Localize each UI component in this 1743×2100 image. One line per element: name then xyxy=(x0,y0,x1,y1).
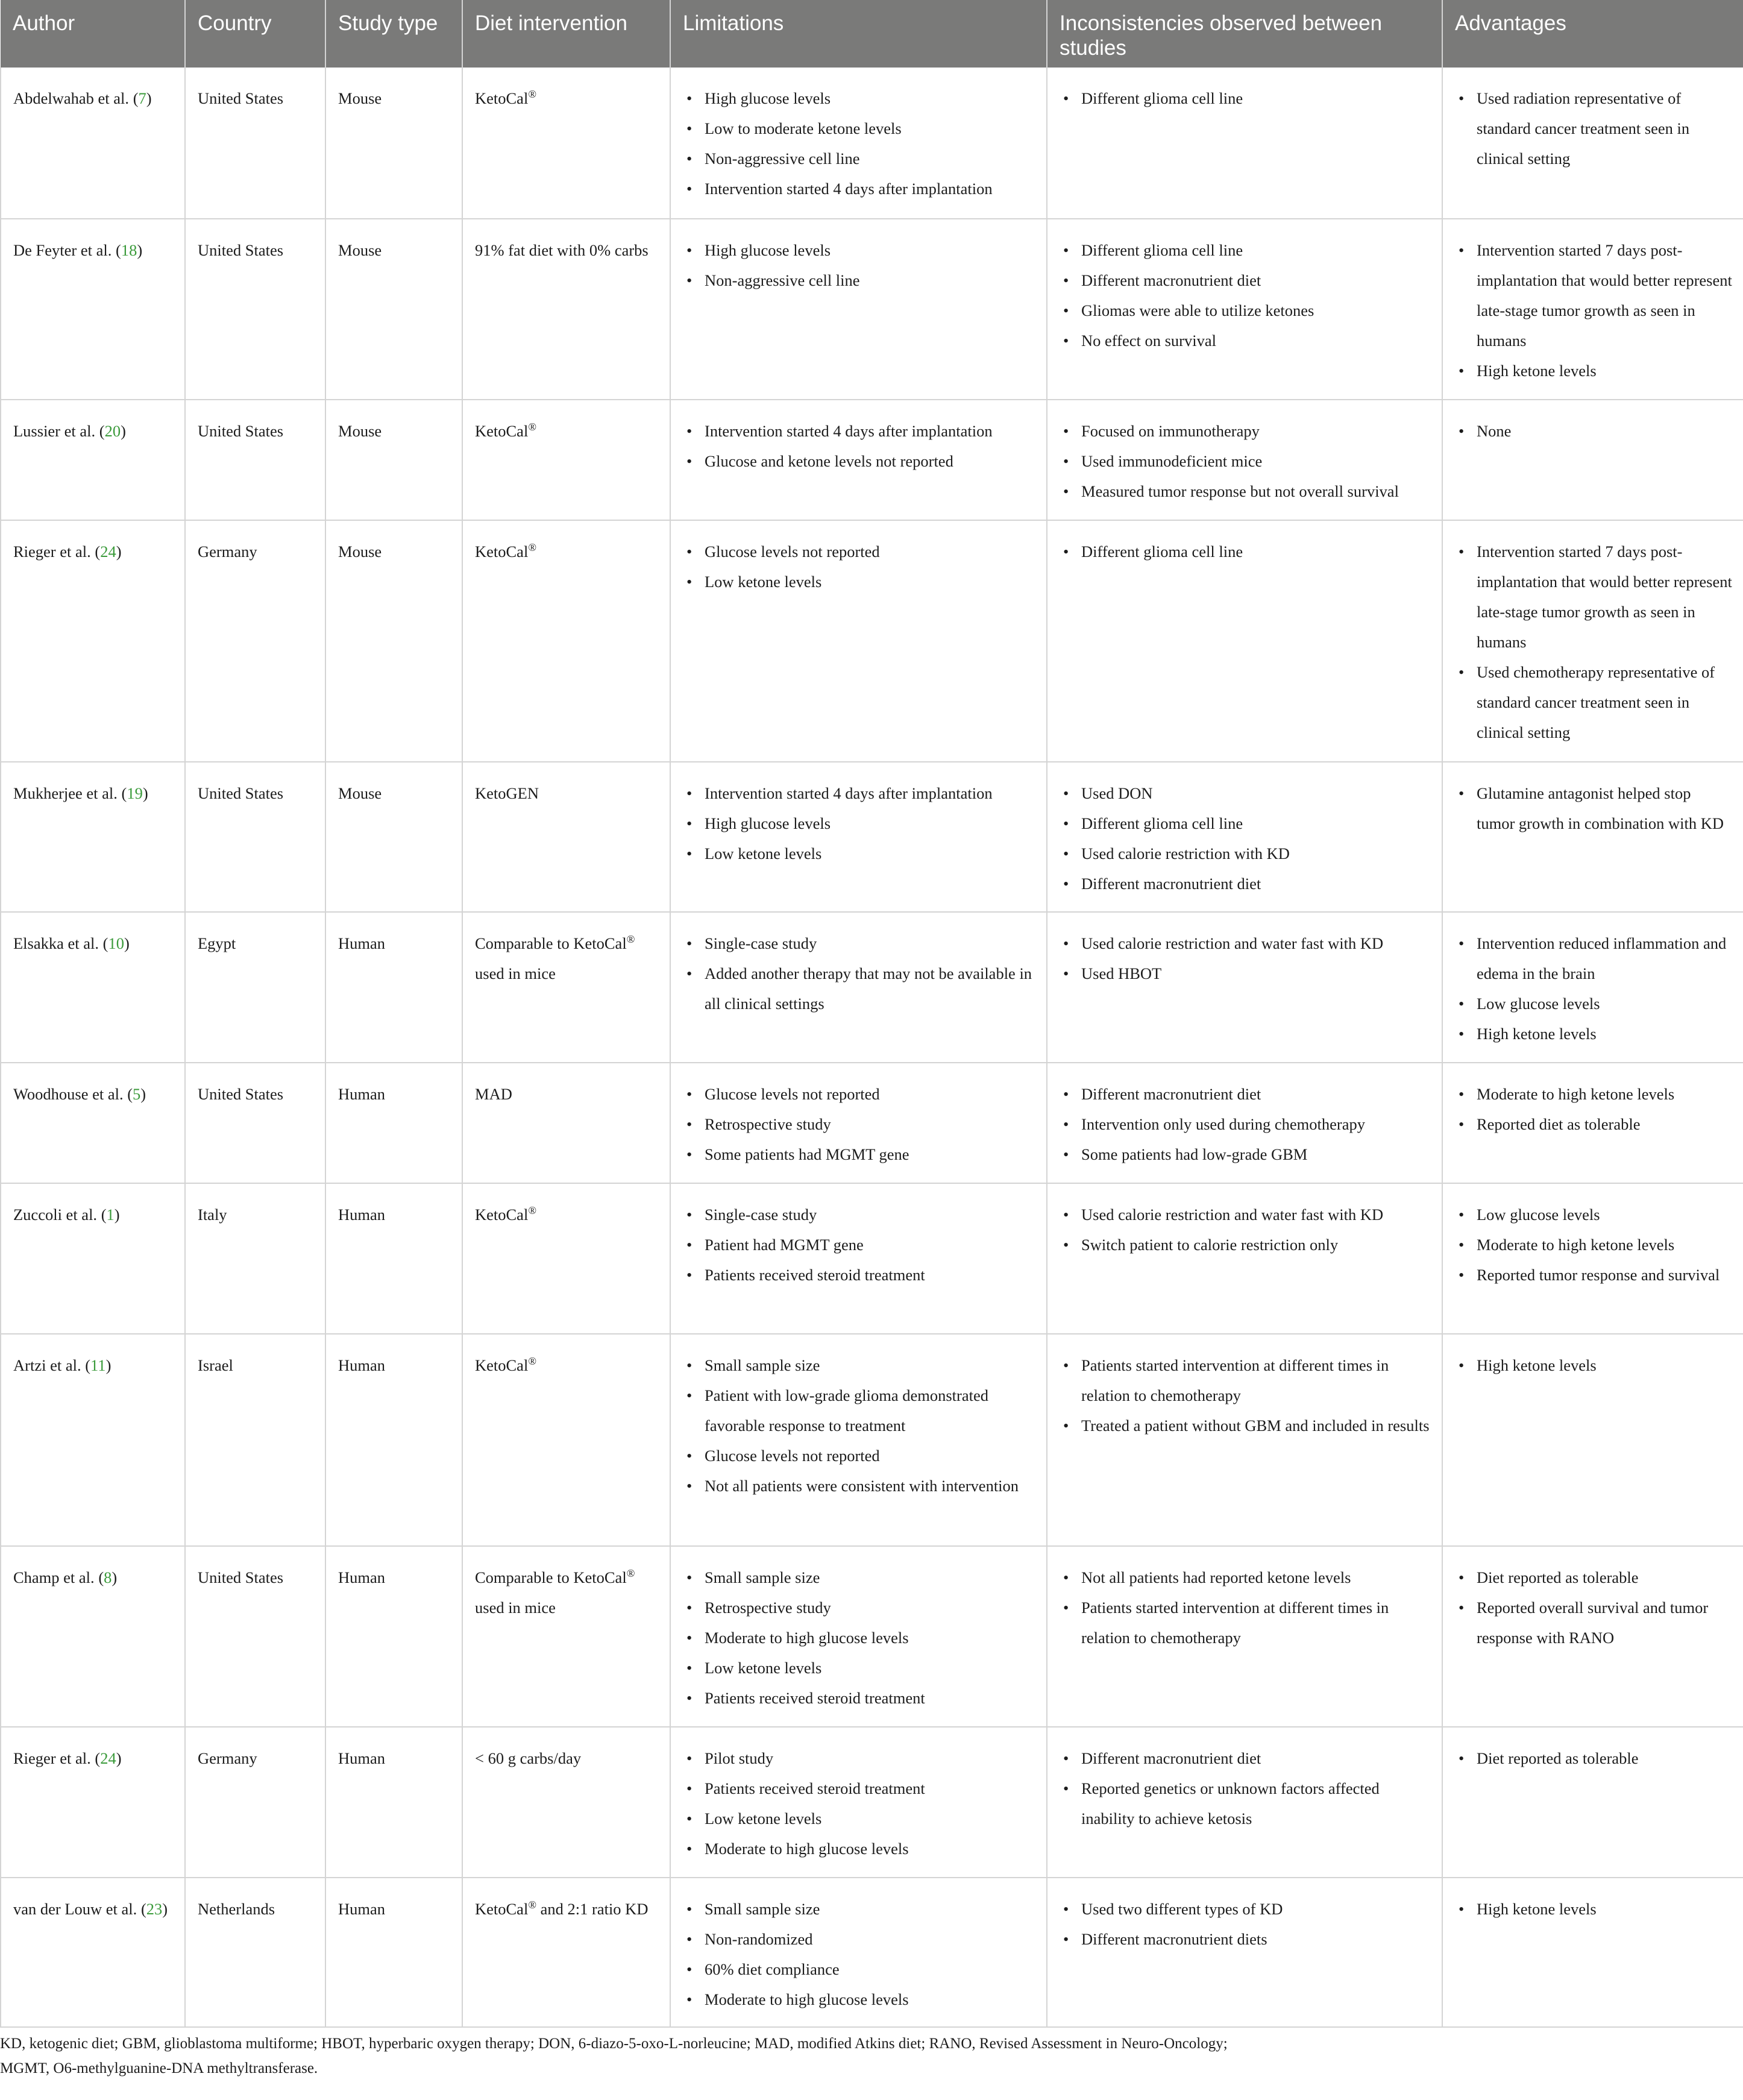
inconsistency-item: • Different glioma cell line xyxy=(1060,808,1431,838)
advantage-item: • Low glucose levels xyxy=(1455,989,1732,1019)
limitation-item: • Non-randomized xyxy=(683,1924,1035,1954)
limitation-item: • Small sample size xyxy=(683,1562,1035,1592)
advantages-cell xyxy=(1442,1063,1743,1183)
bullet-list xyxy=(683,83,1035,204)
reference-link[interactable]: 24 xyxy=(100,1749,116,1767)
inconsistencies-cell xyxy=(1047,1183,1442,1334)
author-name: De Feyter et al. xyxy=(13,241,112,259)
table-row xyxy=(1,1878,1743,2027)
bullet-list xyxy=(683,928,1035,1019)
advantages-cell xyxy=(1442,400,1743,520)
reference-link[interactable]: 18 xyxy=(121,241,137,259)
diet-intervention-cell xyxy=(462,762,670,912)
limitation-item: • Patients received steroid treatment xyxy=(683,1683,1035,1713)
diet-detail: used in mice xyxy=(475,1599,556,1617)
limitation-item: • Low to moderate ketone levels xyxy=(683,113,1035,143)
diet-intervention-cell xyxy=(462,1546,670,1727)
table-row xyxy=(1,1727,1743,1878)
limitation-item: • Non-aggressive cell line xyxy=(683,143,1035,174)
diet-name: KetoCal xyxy=(475,422,529,440)
diet-intervention-cell xyxy=(462,520,670,762)
author-cell: Rieger et al. (24) xyxy=(1,520,185,762)
advantage-item: • High ketone levels xyxy=(1455,1894,1732,1924)
limitation-item: • Non-aggressive cell line xyxy=(683,265,1035,295)
reference-link[interactable]: 19 xyxy=(127,784,143,802)
author-cell: Mukherjee et al. (19) xyxy=(1,762,185,912)
limitation-item: • Retrospective study xyxy=(683,1109,1035,1139)
limitation-item: • High glucose levels xyxy=(683,235,1035,265)
limitation-item: • Glucose levels not reported xyxy=(683,1079,1035,1109)
registered-mark: ® xyxy=(528,1204,536,1217)
study-type-cell: Human xyxy=(325,1878,462,2027)
registered-mark: ® xyxy=(528,88,536,101)
author-cell: De Feyter et al. (18) xyxy=(1,219,185,400)
advantage-item: • Intervention started 7 days post-implantation that would better represent late-stage tumor growth as seen in humans xyxy=(1455,536,1732,657)
table-row xyxy=(1,1183,1743,1334)
bullet-list xyxy=(1455,1562,1732,1653)
country-cell: United States xyxy=(185,1546,325,1727)
inconsistency-item: • Different glioma cell line xyxy=(1060,83,1431,113)
bullet-list xyxy=(1060,778,1431,899)
reference-link[interactable]: 23 xyxy=(146,1900,163,1918)
inconsistencies-cell xyxy=(1047,762,1442,912)
table-row xyxy=(1,219,1743,400)
advantages-cell xyxy=(1442,1334,1743,1546)
inconsistency-item: • Used two different types of KD xyxy=(1060,1894,1431,1924)
inconsistencies-cell xyxy=(1047,1334,1442,1546)
country-cell: Germany xyxy=(185,520,325,762)
country-cell: Egypt xyxy=(185,912,325,1063)
bullet-list xyxy=(683,1743,1035,1864)
bullet-list xyxy=(1060,1562,1431,1653)
limitations-cell xyxy=(670,68,1047,219)
bullet-list xyxy=(683,1350,1035,1501)
diet-name: KetoCal xyxy=(475,1356,529,1374)
reference-link[interactable]: 10 xyxy=(108,934,124,952)
inconsistencies-cell xyxy=(1047,1727,1442,1878)
country-cell: United States xyxy=(185,219,325,400)
country-cell: United States xyxy=(185,68,325,219)
reference-link[interactable]: 8 xyxy=(104,1568,112,1586)
diet-name: 91% fat diet with 0% carbs xyxy=(475,241,649,259)
header-diet-intervention: Diet intervention xyxy=(462,0,670,68)
advantage-item: • Reported diet as tolerable xyxy=(1455,1109,1732,1139)
advantage-item: • Moderate to high ketone levels xyxy=(1455,1230,1732,1260)
inconsistency-item: • Used calorie restriction with KD xyxy=(1060,838,1431,869)
header-study-type: Study type xyxy=(325,0,462,68)
registered-mark: ® xyxy=(626,1567,635,1580)
limitation-item: • Small sample size xyxy=(683,1350,1035,1380)
inconsistencies-cell xyxy=(1047,1063,1442,1183)
limitations-cell xyxy=(670,912,1047,1063)
author-name: Zuccoli et al. xyxy=(13,1206,98,1224)
diet-intervention-cell xyxy=(462,400,670,520)
inconsistency-item: • Patients started intervention at different times in relation to chemotherapy xyxy=(1060,1592,1431,1653)
author-name: Woodhouse et al. xyxy=(13,1085,124,1103)
inconsistency-item: • Reported genetics or unknown factors affected inability to achieve ketosis xyxy=(1060,1773,1431,1834)
diet-intervention-cell xyxy=(462,1183,670,1334)
inconsistency-item: • Used calorie restriction and water fast with KD xyxy=(1060,1199,1431,1230)
inconsistencies-cell xyxy=(1047,68,1442,219)
limitation-item: • Small sample size xyxy=(683,1894,1035,1924)
advantages-cell xyxy=(1442,520,1743,762)
inconsistency-item: • Treated a patient without GBM and included in results xyxy=(1060,1410,1431,1441)
header-author: Author xyxy=(1,0,185,68)
limitation-item: • Intervention started 4 days after implantation xyxy=(683,416,1035,446)
inconsistency-item: • Different glioma cell line xyxy=(1060,235,1431,265)
header-limitations: Limitations xyxy=(670,0,1047,68)
inconsistency-item: • Different macronutrient diet xyxy=(1060,265,1431,295)
inconsistencies-cell xyxy=(1047,520,1442,762)
author-cell: Lussier et al. (20) xyxy=(1,400,185,520)
table-header-row xyxy=(1,0,1743,68)
limitation-item: • Low ketone levels xyxy=(683,1803,1035,1834)
country-cell: United States xyxy=(185,762,325,912)
reference-link[interactable]: 5 xyxy=(133,1085,141,1103)
study-type-cell: Human xyxy=(325,912,462,1063)
limitation-item: • Some patients had MGMT gene xyxy=(683,1139,1035,1169)
author-cell: Champ et al. (8) xyxy=(1,1546,185,1727)
author-name: Elsakka et al. xyxy=(13,934,99,952)
limitation-item: • Moderate to high glucose levels xyxy=(683,1984,1035,2014)
author-name: Abdelwahab et al. xyxy=(13,89,130,107)
limitations-cell xyxy=(670,1183,1047,1334)
limitation-item: • Patient had MGMT gene xyxy=(683,1230,1035,1260)
inconsistency-item: • Not all patients had reported ketone levels xyxy=(1060,1562,1431,1592)
bullet-list xyxy=(683,1894,1035,2014)
inconsistency-item: • Used immunodeficient mice xyxy=(1060,446,1431,476)
advantages-cell xyxy=(1442,1183,1743,1334)
diet-name: < 60 g carbs/day xyxy=(475,1749,582,1767)
bullet-list xyxy=(1060,928,1431,989)
limitations-cell xyxy=(670,762,1047,912)
advantage-item: • High ketone levels xyxy=(1455,356,1732,386)
limitation-item: • Intervention started 4 days after implantation xyxy=(683,174,1035,204)
diet-intervention-cell xyxy=(462,1334,670,1546)
diet-name: Comparable to KetoCal xyxy=(475,934,627,952)
limitations-cell xyxy=(670,1878,1047,2027)
inconsistency-item: • Used HBOT xyxy=(1060,958,1431,989)
advantage-item: • High ketone levels xyxy=(1455,1019,1732,1049)
country-cell: Israel xyxy=(185,1334,325,1546)
reference-link[interactable]: 24 xyxy=(100,542,116,561)
advantages-cell xyxy=(1442,762,1743,912)
author-cell: van der Louw et al. (23) xyxy=(1,1878,185,2027)
advantage-item: • Used radiation representative of standard cancer treatment seen in clinical setting xyxy=(1455,83,1732,174)
author-cell: Zuccoli et al. (1) xyxy=(1,1183,185,1334)
advantage-item: • Used chemotherapy representative of standard cancer treatment seen in clinical setting xyxy=(1455,657,1732,747)
advantage-item: • Diet reported as tolerable xyxy=(1455,1743,1732,1773)
bullet-list xyxy=(1060,1079,1431,1169)
study-type-cell: Mouse xyxy=(325,520,462,762)
limitation-item: • High glucose levels xyxy=(683,83,1035,113)
table-row xyxy=(1,762,1743,912)
bullet-list xyxy=(1455,1350,1732,1380)
advantage-item: • Intervention started 7 days post-implantation that would better represent late-stage tumor growth as seen in humans xyxy=(1455,235,1732,356)
bullet-list xyxy=(1455,235,1732,386)
bullet-list xyxy=(1455,928,1732,1049)
table-row xyxy=(1,1334,1743,1546)
study-type-cell: Mouse xyxy=(325,68,462,219)
diet-name: KetoCal xyxy=(475,1206,529,1224)
table-row xyxy=(1,68,1743,219)
author-cell: Abdelwahab et al. (7) xyxy=(1,68,185,219)
table-body xyxy=(1,68,1743,2027)
study-type-cell: Human xyxy=(325,1546,462,1727)
author-name: Rieger et al. xyxy=(13,1749,91,1767)
limitation-item: • Glucose levels not reported xyxy=(683,536,1035,567)
advantages-cell xyxy=(1442,219,1743,400)
author-cell: Woodhouse et al. (5) xyxy=(1,1063,185,1183)
study-type-cell: Mouse xyxy=(325,219,462,400)
limitations-cell xyxy=(670,1727,1047,1878)
limitation-item: • Single-case study xyxy=(683,1199,1035,1230)
country-cell: United States xyxy=(185,400,325,520)
author-name: Artzi et al. xyxy=(13,1356,81,1374)
diet-name: Comparable to KetoCal xyxy=(475,1568,627,1586)
limitation-item: • Patients received steroid treatment xyxy=(683,1773,1035,1803)
limitation-item: • Intervention started 4 days after implantation xyxy=(683,778,1035,808)
bullet-list xyxy=(1455,1894,1732,1924)
advantages-cell xyxy=(1442,68,1743,219)
header-inconsistencies: Inconsistencies observed between studies xyxy=(1047,0,1442,68)
limitation-item: • Added another therapy that may not be available in all clinical settings xyxy=(683,958,1035,1019)
study-type-cell: Human xyxy=(325,1334,462,1546)
diet-intervention-cell xyxy=(462,1727,670,1878)
inconsistency-item: • Gliomas were able to utilize ketones xyxy=(1060,295,1431,325)
diet-detail: used in mice xyxy=(475,964,556,982)
bullet-list xyxy=(1060,83,1431,113)
advantage-item: • Reported overall survival and tumor response with RANO xyxy=(1455,1592,1732,1653)
inconsistencies-cell xyxy=(1047,1878,1442,2027)
reference-link[interactable]: 7 xyxy=(138,89,146,107)
bullet-list xyxy=(1060,1199,1431,1260)
registered-mark: ® xyxy=(528,541,536,554)
limitation-item: • Patients received steroid treatment xyxy=(683,1260,1035,1290)
table-row xyxy=(1,1546,1743,1727)
bullet-list xyxy=(683,416,1035,476)
author-name: Rieger et al. xyxy=(13,542,91,561)
diet-intervention-cell xyxy=(462,1878,670,2027)
diet-intervention-cell xyxy=(462,219,670,400)
table-footnote: KD, ketogenic diet; GBM, glioblastoma multiforme; HBOT, hyperbaric oxygen therapy; DON, 6-diazo-5-oxo-L-norleucine; MAD, modified Atkins diet; RANO, Revised Assessment in Neuro-Oncology; MGMT, O6-methylguanine-DNA methyltransferase. xyxy=(0,2036,1228,2076)
diet-name: KetoCal xyxy=(475,542,529,561)
advantages-cell xyxy=(1442,1878,1743,2027)
study-type-cell: Mouse xyxy=(325,400,462,520)
author-name: van der Louw et al. xyxy=(13,1900,137,1918)
bullet-list xyxy=(1455,1199,1732,1290)
advantage-item: • Diet reported as tolerable xyxy=(1455,1562,1732,1592)
limitation-item: • Low ketone levels xyxy=(683,838,1035,869)
country-cell: Netherlands xyxy=(185,1878,325,2027)
reference-link[interactable]: 11 xyxy=(90,1356,106,1374)
advantage-item: • Reported tumor response and survival xyxy=(1455,1260,1732,1290)
registered-mark: ® xyxy=(528,1355,536,1368)
advantage-item: • Glutamine antagonist helped stop tumor growth in combination with KD xyxy=(1455,778,1732,838)
registered-mark: ® xyxy=(528,421,536,433)
bullet-list xyxy=(683,1079,1035,1169)
inconsistencies-cell xyxy=(1047,219,1442,400)
author-cell: Elsakka et al. (10) xyxy=(1,912,185,1063)
inconsistencies-cell xyxy=(1047,400,1442,520)
country-cell: Germany xyxy=(185,1727,325,1878)
advantage-item: • Intervention reduced inflammation and edema in the brain xyxy=(1455,928,1732,989)
header-advantages: Advantages xyxy=(1442,0,1743,68)
limitations-cell xyxy=(670,1546,1047,1727)
table-row xyxy=(1,400,1743,520)
diet-intervention-cell xyxy=(462,1063,670,1183)
bullet-list xyxy=(1455,1079,1732,1139)
limitations-cell xyxy=(670,1063,1047,1183)
author-name: Mukherjee et al. xyxy=(13,784,118,802)
inconsistency-item: • Patients started intervention at different times in relation to chemotherapy xyxy=(1060,1350,1431,1410)
inconsistencies-cell xyxy=(1047,1546,1442,1727)
bullet-list xyxy=(683,536,1035,597)
advantages-cell xyxy=(1442,1546,1743,1727)
inconsistency-item: • Different macronutrient diets xyxy=(1060,1924,1431,1954)
inconsistency-item: • Measured tumor response but not overall survival xyxy=(1060,476,1431,506)
advantage-item: • High ketone levels xyxy=(1455,1350,1732,1380)
limitation-item: • Not all patients were consistent with intervention xyxy=(683,1471,1035,1501)
limitation-item: • Moderate to high glucose levels xyxy=(683,1834,1035,1864)
author-name: Champ et al. xyxy=(13,1568,95,1586)
diet-intervention-cell xyxy=(462,912,670,1063)
bullet-list xyxy=(1455,536,1732,747)
limitations-cell xyxy=(670,1334,1047,1546)
registered-mark: ® xyxy=(528,1899,536,1911)
limitation-item: • Patient with low-grade glioma demonstrated favorable response to treatment xyxy=(683,1380,1035,1441)
advantages-cell xyxy=(1442,1727,1743,1878)
limitations-cell xyxy=(670,219,1047,400)
bullet-list xyxy=(1455,778,1732,838)
country-cell: Italy xyxy=(185,1183,325,1334)
inconsistency-item: • Different glioma cell line xyxy=(1060,536,1431,567)
author-cell: Artzi et al. (11) xyxy=(1,1334,185,1546)
bullet-list xyxy=(1455,416,1732,446)
inconsistency-item: • Different macronutrient diet xyxy=(1060,869,1431,899)
diet-name: KetoCal xyxy=(475,89,529,107)
reference-link[interactable]: 20 xyxy=(104,422,121,440)
diet-name: MAD xyxy=(475,1085,512,1103)
author-name: Lussier et al. xyxy=(13,422,96,440)
inconsistency-item: • Focused on immunotherapy xyxy=(1060,416,1431,446)
inconsistency-item: • Some patients had low-grade GBM xyxy=(1060,1139,1431,1169)
bullet-list xyxy=(1060,536,1431,567)
diet-name: KetoCal xyxy=(475,1900,529,1918)
inconsistency-item: • No effect on survival xyxy=(1060,325,1431,356)
limitations-cell xyxy=(670,520,1047,762)
study-type-cell: Mouse xyxy=(325,762,462,912)
advantage-item: • None xyxy=(1455,416,1732,446)
limitation-item: • Glucose levels not reported xyxy=(683,1441,1035,1471)
advantage-item: • Low glucose levels xyxy=(1455,1199,1732,1230)
limitation-item: • Single-case study xyxy=(683,928,1035,958)
limitations-cell xyxy=(670,400,1047,520)
header-country: Country xyxy=(185,0,325,68)
bullet-list xyxy=(1060,416,1431,506)
limitation-item: • Low ketone levels xyxy=(683,1653,1035,1683)
bullet-list xyxy=(1455,83,1732,174)
inconsistency-item: • Different macronutrient diet xyxy=(1060,1079,1431,1109)
limitation-item: • 60% diet compliance xyxy=(683,1954,1035,1984)
study-type-cell: Human xyxy=(325,1063,462,1183)
inconsistencies-cell xyxy=(1047,912,1442,1063)
limitation-item: • Pilot study xyxy=(683,1743,1035,1773)
limitation-item: • Retrospective study xyxy=(683,1592,1035,1623)
limitation-item: • Moderate to high glucose levels xyxy=(683,1623,1035,1653)
study-type-cell: Human xyxy=(325,1727,462,1878)
bullet-list xyxy=(683,1199,1035,1290)
advantages-cell xyxy=(1442,912,1743,1063)
bullet-list xyxy=(1060,1350,1431,1441)
inconsistency-item: • Switch patient to calorie restriction only xyxy=(1060,1230,1431,1260)
bullet-list xyxy=(1060,1743,1431,1834)
diet-name: KetoGEN xyxy=(475,784,539,802)
inconsistency-item: • Different macronutrient diet xyxy=(1060,1743,1431,1773)
table-row xyxy=(1,912,1743,1063)
inconsistency-item: • Used DON xyxy=(1060,778,1431,808)
reference-link[interactable]: 1 xyxy=(106,1206,115,1224)
limitation-item: • High glucose levels xyxy=(683,808,1035,838)
bullet-list xyxy=(1060,235,1431,356)
country-cell: United States xyxy=(185,1063,325,1183)
bullet-list xyxy=(1060,1894,1431,1954)
inconsistency-item: • Used calorie restriction and water fast with KD xyxy=(1060,928,1431,958)
limitation-item: • Glucose and ketone levels not reported xyxy=(683,446,1035,476)
advantage-item: • Moderate to high ketone levels xyxy=(1455,1079,1732,1109)
diet-detail: and 2:1 ratio KD xyxy=(536,1900,649,1918)
table-row xyxy=(1,520,1743,762)
limitation-item: • Low ketone levels xyxy=(683,567,1035,597)
study-type-cell: Human xyxy=(325,1183,462,1334)
bullet-list xyxy=(1455,1743,1732,1773)
diet-intervention-cell xyxy=(462,68,670,219)
inconsistency-item: • Intervention only used during chemotherapy xyxy=(1060,1109,1431,1139)
bullet-list xyxy=(683,778,1035,869)
bullet-list xyxy=(683,235,1035,295)
registered-mark: ® xyxy=(626,933,635,946)
author-cell: Rieger et al. (24) xyxy=(1,1727,185,1878)
bullet-list xyxy=(683,1562,1035,1713)
table-row xyxy=(1,1063,1743,1183)
